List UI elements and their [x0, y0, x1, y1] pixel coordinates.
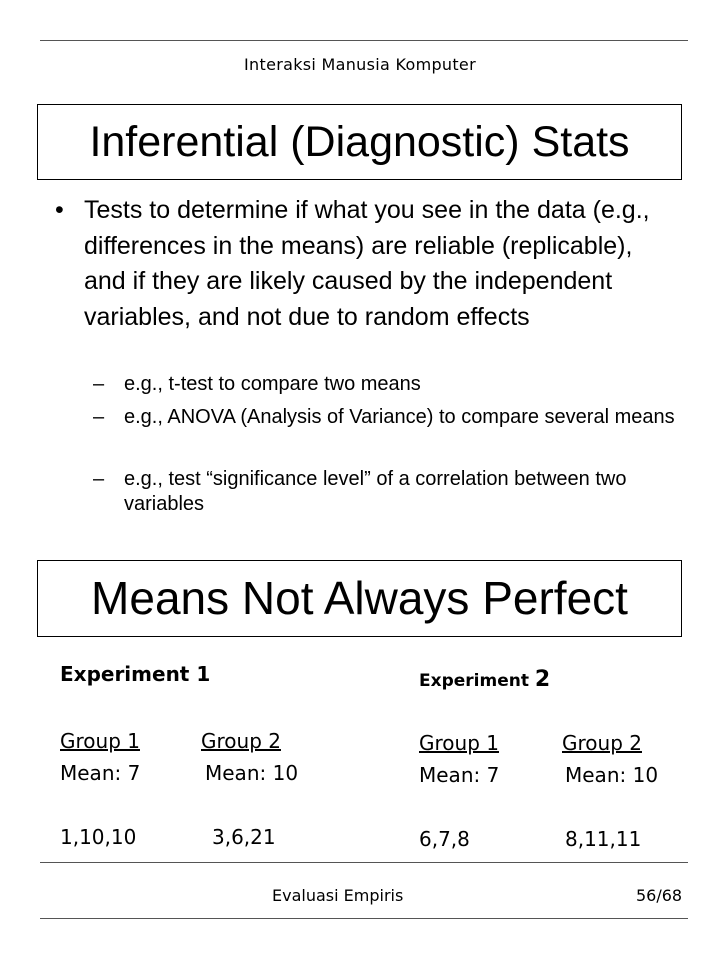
experiment-2-title-number: 2: [534, 667, 551, 692]
sub-bullet-significance: [93, 467, 683, 517]
slide-title-text: Means Not Always Perfect: [91, 572, 628, 624]
footer-page-number: 56/68: [636, 886, 683, 905]
sub-bullet-t-test: [93, 372, 683, 397]
experiment-1-title: Experiment 1: [60, 662, 211, 686]
exp2-group2-mean: Mean: 10: [565, 763, 659, 787]
bullet-dot-icon: •: [55, 196, 64, 224]
slide-title-text: Inferential (Diagnostic) Stats: [89, 118, 630, 166]
slide-title-inferential-stats: [37, 104, 682, 180]
main-bullet: [55, 193, 675, 335]
exp1-group1-values: 1,10,10: [60, 825, 137, 849]
exp1-group2-mean: Mean: 10: [205, 761, 299, 785]
experiment-2-title-word: Experiment: [419, 671, 529, 691]
exp2-group2-label: Group 2: [562, 731, 642, 755]
sub-bullet-text: e.g., ANOVA (Analysis of Variance) to compare several means: [124, 406, 675, 428]
exp2-group1-mean: Mean: 7: [419, 763, 500, 787]
exp2-group1-values: 6,7,8: [419, 827, 470, 851]
dash-icon: –: [93, 468, 105, 490]
slide-title-means-not-perfect: [37, 560, 682, 637]
sub-bullet-text: e.g., test “significance level” of a correlation between two variables: [124, 468, 627, 515]
exp2-group2-values: 8,11,11: [565, 827, 642, 851]
sub-bullet-text: e.g., t-test to compare two means: [124, 373, 421, 395]
footer-bottom-rule: [40, 918, 688, 919]
dash-icon: –: [93, 406, 105, 428]
dash-icon: –: [93, 373, 105, 395]
main-bullet-text: Tests to determine if what you see in the data (e.g., differences in the means) are reliable (replicable), and if they are likely caused by the independent variables, and not due to random effects: [84, 196, 650, 331]
experiment-2-title: [419, 667, 550, 692]
footer-top-rule: [40, 862, 688, 863]
exp1-group2-values: 3,6,21: [212, 825, 276, 849]
exp1-group1-label: Group 1: [60, 729, 140, 753]
exp1-group2-label: Group 2: [201, 729, 281, 753]
top-rule: [40, 40, 688, 41]
exp2-group1-label: Group 1: [419, 731, 499, 755]
sub-bullet-anova: [93, 405, 683, 430]
exp1-group1-mean: Mean: 7: [60, 761, 141, 785]
footer-section: Evaluasi Empiris: [272, 886, 404, 905]
course-header: Interaksi Manusia Komputer: [244, 55, 476, 74]
